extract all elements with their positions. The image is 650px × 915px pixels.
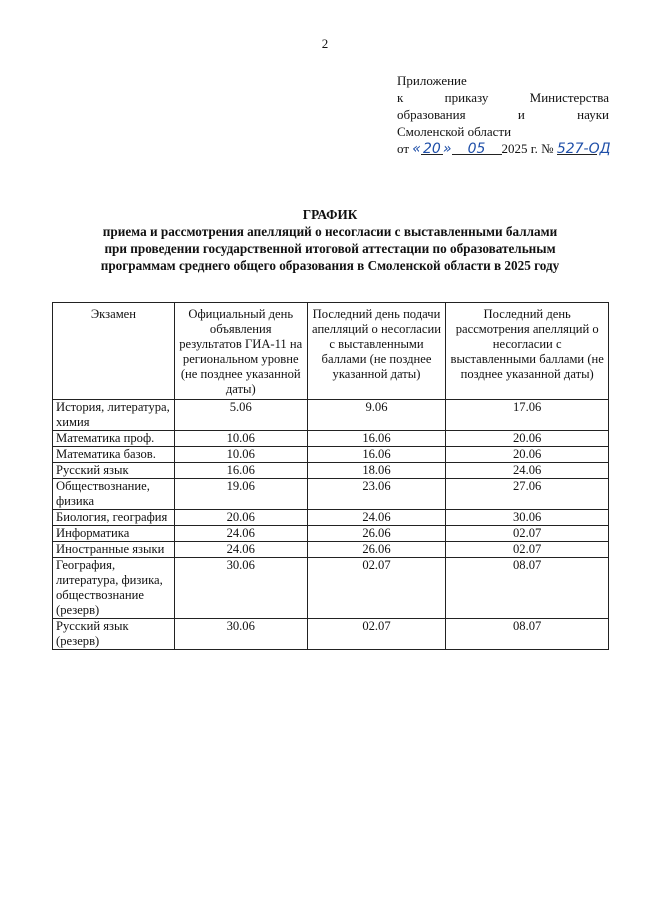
appeal-review-date-cell: 30.06 — [446, 510, 609, 526]
appeal-review-date-cell: 08.07 — [446, 619, 609, 650]
appeal-submit-date-cell: 18.06 — [307, 463, 446, 479]
date-day-field — [421, 140, 443, 155]
date-year-text: 2025 г. № — [501, 141, 554, 156]
results-date-cell: 20.06 — [174, 510, 307, 526]
date-open-quote: « — [412, 141, 421, 157]
results-date-cell: 10.06 — [174, 431, 307, 447]
document-title — [40, 206, 620, 274]
exam-cell: История, литература, химия — [53, 400, 175, 431]
exam-cell: Русский язык — [53, 463, 175, 479]
results-date-cell: 24.06 — [174, 542, 307, 558]
table-header-row — [53, 303, 609, 400]
appeal-review-date-cell: 20.06 — [446, 447, 609, 463]
appeal-submit-date-cell: 02.07 — [307, 558, 446, 619]
appendix-word: и — [517, 107, 525, 122]
appeal-review-date-cell: 17.06 — [446, 400, 609, 431]
table-row — [53, 447, 609, 463]
header-appeal-review-date: Последний день рассмотрения апелляций о несогласии с выставленными баллами (не позднее указанной даты) — [446, 303, 609, 400]
exam-cell: Русский язык (резерв) — [53, 619, 175, 650]
results-date-cell: 24.06 — [174, 526, 307, 542]
table-row — [53, 558, 609, 619]
date-prefix: от — [397, 141, 410, 156]
table-row — [53, 526, 609, 542]
title-heading: ГРАФИК — [302, 207, 358, 222]
appendix-word: образования — [397, 107, 466, 122]
table-row — [53, 510, 609, 526]
appendix-word: науки — [577, 107, 609, 122]
appeal-submit-date-cell: 16.06 — [307, 431, 446, 447]
appendix-line-1: Приложение — [397, 73, 467, 88]
results-date-cell: 30.06 — [174, 619, 307, 650]
table-row — [53, 542, 609, 558]
exam-cell: Математика проф. — [53, 431, 175, 447]
appeal-submit-date-cell: 02.07 — [307, 619, 446, 650]
table-row — [53, 431, 609, 447]
appeal-review-date-cell: 24.06 — [446, 463, 609, 479]
appeal-submit-date-cell: 24.06 — [307, 510, 446, 526]
exam-cell: Биология, география — [53, 510, 175, 526]
schedule-table — [52, 302, 609, 650]
table-row — [53, 400, 609, 431]
page-number: 2 — [321, 36, 329, 51]
appeal-review-date-cell: 20.06 — [446, 431, 609, 447]
order-date-line — [397, 140, 609, 158]
appeal-submit-date-cell: 23.06 — [307, 479, 446, 510]
table-row — [53, 463, 609, 479]
appendix-word: к — [397, 90, 404, 105]
appeal-submit-date-cell: 9.06 — [307, 400, 446, 431]
exam-cell: География, литература, физика, обществознание (резерв) — [53, 558, 175, 619]
table-row — [53, 619, 609, 650]
results-date-cell: 19.06 — [174, 479, 307, 510]
appendix-line-4: Смоленской области — [397, 124, 512, 139]
appeal-review-date-cell: 27.06 — [446, 479, 609, 510]
exam-cell: Математика базов. — [53, 447, 175, 463]
table-row — [53, 479, 609, 510]
results-date-cell: 5.06 — [174, 400, 307, 431]
appendix-word: приказу — [444, 90, 489, 105]
date-day: 20 — [422, 141, 441, 157]
date-month: 05 — [467, 141, 486, 157]
header-results-date: Официальный день объявления результатов ГИА-11 на региональном уровне (не позднее указанной даты) — [174, 303, 307, 400]
title-line-2: при проведении государственной итоговой аттестации по образовательным — [104, 241, 556, 256]
appeal-review-date-cell: 02.07 — [446, 526, 609, 542]
exam-cell: Обществознание, физика — [53, 479, 175, 510]
title-line-3: программам среднего общего образования в Смоленской области в 2025 году — [100, 258, 560, 273]
appendix-line-3 — [397, 106, 609, 123]
exam-cell: Информатика — [53, 526, 175, 542]
exam-cell: Иностранные языки — [53, 542, 175, 558]
header-appeal-submit-date: Последний день подачи апелляций о несогласии с выставленными баллами (не позднее указанной даты) — [307, 303, 446, 400]
header-exam: Экзамен — [53, 303, 175, 400]
appeal-review-date-cell: 08.07 — [446, 558, 609, 619]
appeal-submit-date-cell: 26.06 — [307, 526, 446, 542]
order-number: 527-ОД — [556, 141, 611, 157]
results-date-cell: 10.06 — [174, 447, 307, 463]
date-month-field — [452, 140, 502, 155]
title-line-1: приема и рассмотрения апелляций о несогласии с выставленными баллами — [102, 224, 558, 239]
appendix-word: Министерства — [529, 90, 609, 105]
appeal-review-date-cell: 02.07 — [446, 542, 609, 558]
order-number-field — [556, 140, 611, 157]
date-close-quote: » — [442, 141, 452, 157]
appeal-submit-date-cell: 26.06 — [307, 542, 446, 558]
appeal-submit-date-cell: 16.06 — [307, 447, 446, 463]
results-date-cell: 30.06 — [174, 558, 307, 619]
appendix-block — [397, 72, 609, 158]
results-date-cell: 16.06 — [174, 463, 307, 479]
appendix-line-2 — [397, 89, 609, 106]
